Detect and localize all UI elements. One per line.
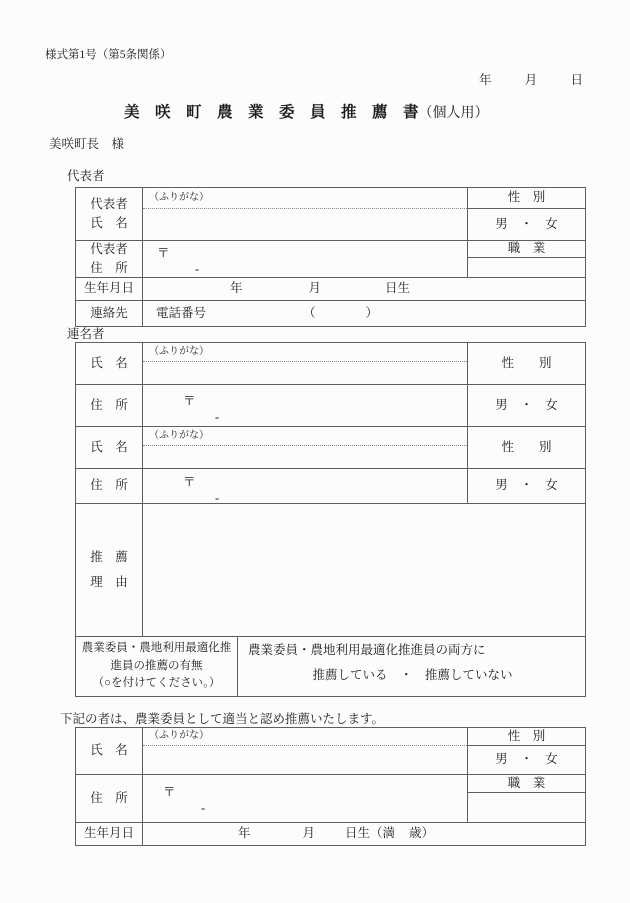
page-title-suffix: （個人用） — [418, 106, 489, 121]
table-row — [76, 301, 585, 326]
postal-mark: 〒 — [157, 246, 170, 260]
cosigner2-gender-options: 男 ・ 女 — [495, 478, 558, 493]
birth-age-label: 歳） — [409, 826, 435, 841]
table-row — [76, 427, 585, 469]
cosigner2-name-label: 氏 名 — [76, 427, 143, 468]
representative-contact-label: 連絡先 — [76, 301, 143, 326]
gender-header: 性 別 — [468, 188, 585, 209]
section-label-cosigners: 連名者 — [67, 327, 105, 341]
table-row — [76, 637, 585, 696]
cosigner2-address-label: 住 所 — [76, 469, 143, 503]
occupation-blank-area — [468, 793, 585, 822]
furigana-label: （ふりがな） — [143, 728, 467, 746]
phone-paren: （ ） — [303, 305, 379, 320]
table-row — [76, 241, 585, 278]
nominee-address-cell — [143, 775, 468, 822]
nominee-birth-cell — [143, 823, 585, 845]
gender-column — [468, 188, 585, 240]
date-year-label: 年 — [479, 73, 492, 87]
reason-blank-area — [143, 504, 585, 636]
table-row — [76, 188, 585, 241]
reason-label: 推 薦 理 由 — [76, 504, 143, 636]
status-question-label: 農業委員・農地利用最適化推 進員の推薦の有無 （○を付けてください。） — [76, 637, 238, 696]
status-answer-intro: 農業委員・農地利用最適化推進員の両方に — [248, 643, 486, 657]
status-answer-options: 推薦している ・ 推薦していない — [312, 667, 513, 682]
gender-options: 男 ・ 女 — [495, 216, 558, 231]
postal-mark: 〒 — [183, 475, 196, 489]
cosigner2-gender-header: 性 別 — [501, 439, 552, 454]
birth-day-label: 日生（満 — [345, 826, 396, 841]
form-number: 様式第1号（第5条関係） — [45, 49, 172, 61]
nominee-name-label: 氏 名 — [76, 728, 143, 774]
birth-day-label: 日生 — [385, 281, 411, 296]
representative-name-label: 代表者 氏 名 — [76, 188, 143, 240]
page-title-main: 美 咲 町 農 業 委 員 推 薦 書 — [124, 104, 419, 121]
nominee-name-cell — [143, 728, 468, 774]
furigana-label: （ふりがな） — [143, 188, 467, 209]
cosigners-table — [75, 342, 586, 697]
gender-options: 男 ・ 女 — [495, 752, 558, 767]
postal-hyphen: - — [215, 490, 220, 505]
cosigner1-address-cell — [143, 385, 468, 426]
phone-label: 電話番号 — [156, 305, 207, 320]
cosigner2-address-cell — [143, 469, 468, 503]
representative-table — [75, 187, 586, 327]
table-row — [76, 823, 585, 845]
birth-month-label: 月 — [308, 281, 322, 296]
cosigner1-name-label: 氏 名 — [76, 343, 143, 384]
nominee-gender-column — [468, 728, 585, 774]
status-answer-cell — [238, 637, 585, 696]
birth-month-label: 月 — [302, 826, 316, 841]
postal-hyphen: - — [201, 800, 206, 815]
nominee-table — [75, 727, 586, 846]
nominee-intro: 下記の者は、農業委員として適当と認め推薦いたします。 — [60, 712, 385, 726]
cosigner1-name-cell — [143, 343, 468, 384]
representative-name-cell — [143, 188, 468, 240]
table-row — [76, 775, 585, 823]
birth-year-label: 年 — [238, 826, 251, 841]
date-line — [479, 73, 583, 89]
representative-contact-cell — [143, 301, 585, 326]
furigana-label: （ふりがな） — [143, 343, 467, 362]
page-title — [124, 103, 489, 123]
cosigner1-address-label: 住 所 — [76, 385, 143, 426]
postal-mark: 〒 — [183, 394, 196, 408]
name-blank-area — [143, 446, 467, 468]
date-month-label: 月 — [524, 73, 538, 87]
representative-birth-label: 生年月日 — [76, 278, 143, 300]
nominee-birth-label: 生年月日 — [76, 823, 143, 845]
occupation-column — [468, 241, 585, 277]
cosigner1-gender-options: 男 ・ 女 — [495, 397, 558, 412]
table-row — [76, 469, 585, 504]
table-row — [76, 343, 585, 385]
cosigner2-name-cell — [143, 427, 468, 468]
date-day-label: 日 — [570, 73, 583, 87]
name-blank-area — [143, 209, 467, 240]
representative-birth-cell — [143, 278, 585, 300]
cosigner1-gender-header: 性 別 — [501, 355, 552, 370]
nominee-occupation-column — [468, 775, 585, 822]
occupation-header: 職 業 — [468, 775, 585, 793]
addressee-line: 美咲町長 様 — [49, 137, 125, 151]
birth-year-label: 年 — [230, 281, 243, 296]
name-blank-area — [143, 362, 467, 384]
postal-mark: 〒 — [163, 785, 176, 799]
name-blank-area — [143, 746, 467, 774]
postal-hyphen: - — [195, 261, 200, 276]
gender-header: 性 別 — [468, 728, 585, 746]
postal-hyphen: - — [215, 409, 220, 424]
representative-address-label: 代表者 住 所 — [76, 241, 143, 277]
table-row — [76, 504, 585, 637]
table-row — [76, 385, 585, 427]
table-row — [76, 278, 585, 301]
representative-address-cell — [143, 241, 468, 277]
section-label-representative: 代表者 — [67, 169, 105, 183]
nominee-address-label: 住 所 — [76, 775, 143, 822]
table-row — [76, 728, 585, 775]
occupation-blank-area — [468, 258, 585, 277]
occupation-header: 職 業 — [468, 241, 585, 258]
furigana-label: （ふりがな） — [143, 427, 467, 446]
